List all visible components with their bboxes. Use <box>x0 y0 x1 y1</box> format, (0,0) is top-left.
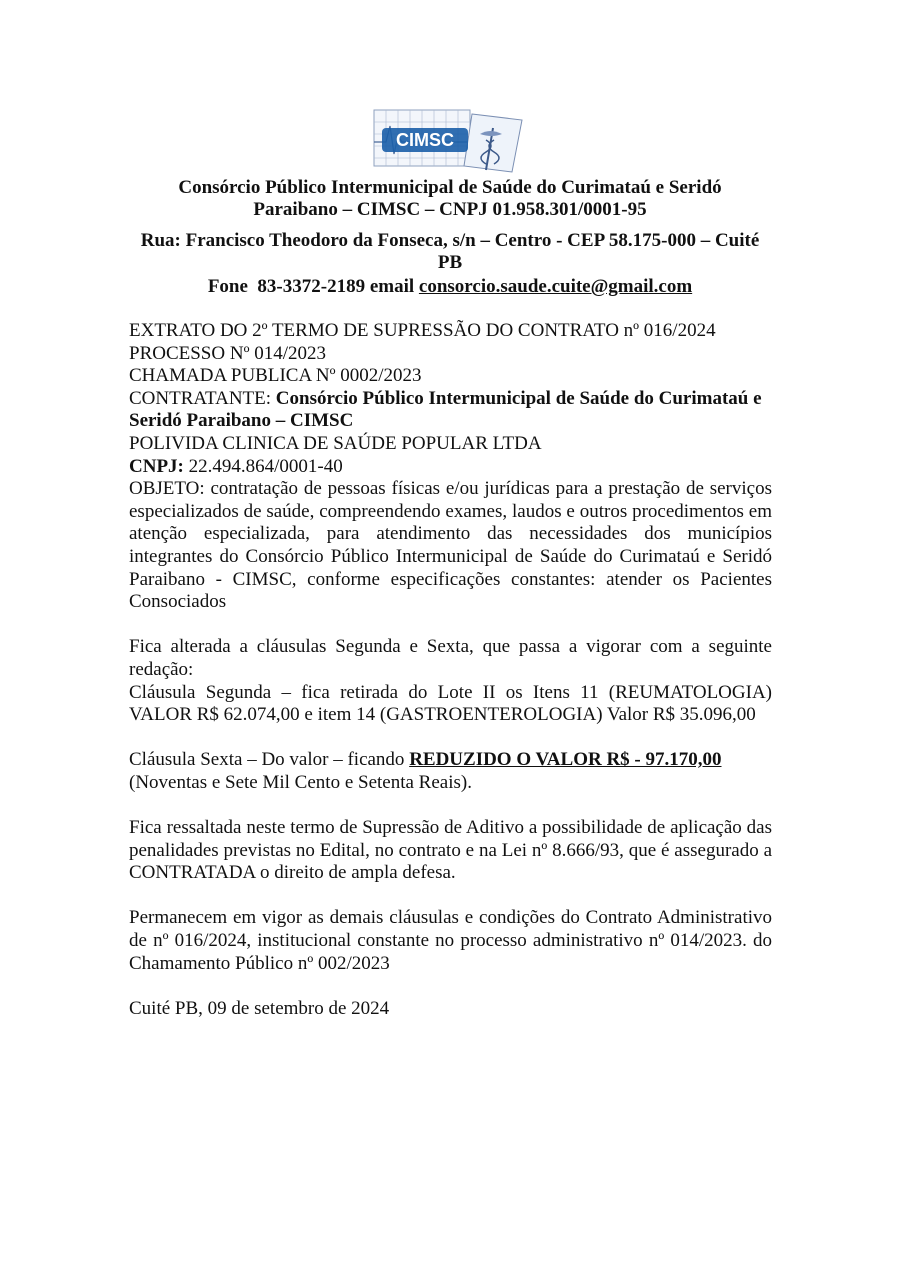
object-paragraph: OBJETO: contratação de pessoas físicas e/ou jurídicas para a prestação de serviços especializados de saúde, compreendendo exames, laudos e outros procedimentos em atenção especializada, para atendimento das necessidades dos municípios integrantes do Consórcio Público Intermunicipal de Saúde do Curimataú e Seridó Paraibano - CIMSC, conforme especificações constantes: atender os Pacientes Consociados <box>129 478 772 613</box>
public-call-number: CHAMADA PUBLICA Nº 0002/2023 <box>129 365 422 387</box>
penalties-paragraph: Fica ressaltada neste termo de Supressão de Aditivo a possibilidade de aplicação das penalidades previstas no Edital, no contrato e na Lei nº 8.666/93, que é assegurado a CONTRATADA o direito de ampla defesa. <box>129 817 772 884</box>
clause-second: Cláusula Segunda – fica retirada do Lote II os Itens 11 (REUMATOLOGIA) VALOR R$ 62.074,00 e item 14 (GASTROENTEROLOGIA) Valor R$ 35.096,00 <box>129 681 772 726</box>
reduced-value: REDUZIDO O VALOR R$ - 97.170,00 <box>409 749 722 771</box>
header-line-2: Paraibano – CIMSC – CNPJ 01.958.301/0001-95 <box>253 199 647 220</box>
phone-text: Fone 83-3372-2189 email <box>207 276 419 297</box>
contractor-label: CONTRATANTE: <box>129 387 276 409</box>
cimsc-logo <box>372 106 532 176</box>
clause-sixth <box>129 749 772 794</box>
clause-sixth-prefix: Cláusula Sexta – Do valor – ficando <box>129 749 410 771</box>
address-line-2: PB <box>437 252 463 273</box>
remaining-clauses-paragraph: Permanecem em vigor as demais cláusulas e condições do Contrato Administrativo de nº 016/2024, institucional constante no processo administrativo nº 014/2023. do Chamamento Público nº 002/2023 <box>129 907 772 974</box>
cnpj <box>129 456 772 479</box>
header-line-1: Consórcio Público Intermunicipal de Saúde do Curimataú e Seridó <box>178 177 722 198</box>
amendment-intro: Fica alterada a cláusulas Segunda e Sexta, que passa a vigorar com a seguinte redação: <box>129 636 772 680</box>
address-line-1: Rua: Francisco Theodoro da Fonseca, s/n – Centro - CEP 58.175-000 – Cuité <box>140 230 760 251</box>
cnpj-value: 22.494.864/0001-40 <box>183 455 343 477</box>
extract-body <box>129 320 772 1020</box>
logo-text: CIMSC <box>396 130 454 150</box>
contractor <box>129 388 772 433</box>
contact-line <box>120 276 780 298</box>
process-number: PROCESSO Nº 014/2023 <box>129 342 326 364</box>
cnpj-label: CNPJ: <box>129 455 184 477</box>
address-block <box>120 230 780 274</box>
cimsc-logo-graphic <box>372 106 532 176</box>
value-in-words: (Noventas e Sete Mil Cento e Setenta Reais). <box>129 771 472 793</box>
consortium-name <box>120 177 780 221</box>
email-link[interactable]: consorcio.saude.cuite@gmail.com <box>418 276 693 297</box>
contractor-name: Consórcio Público Intermunicipal de Saúde do Curimataú e Seridó Paraibano – CIMSC <box>129 387 762 432</box>
contracted-company: POLIVIDA CLINICA DE SAÚDE POPULAR LTDA <box>129 432 542 454</box>
extract-title: EXTRATO DO 2º TERMO DE SUPRESSÃO DO CONTRATO nº 016/2024 <box>129 320 716 341</box>
place-and-date: Cuité PB, 09 de setembro de 2024 <box>129 997 390 1019</box>
